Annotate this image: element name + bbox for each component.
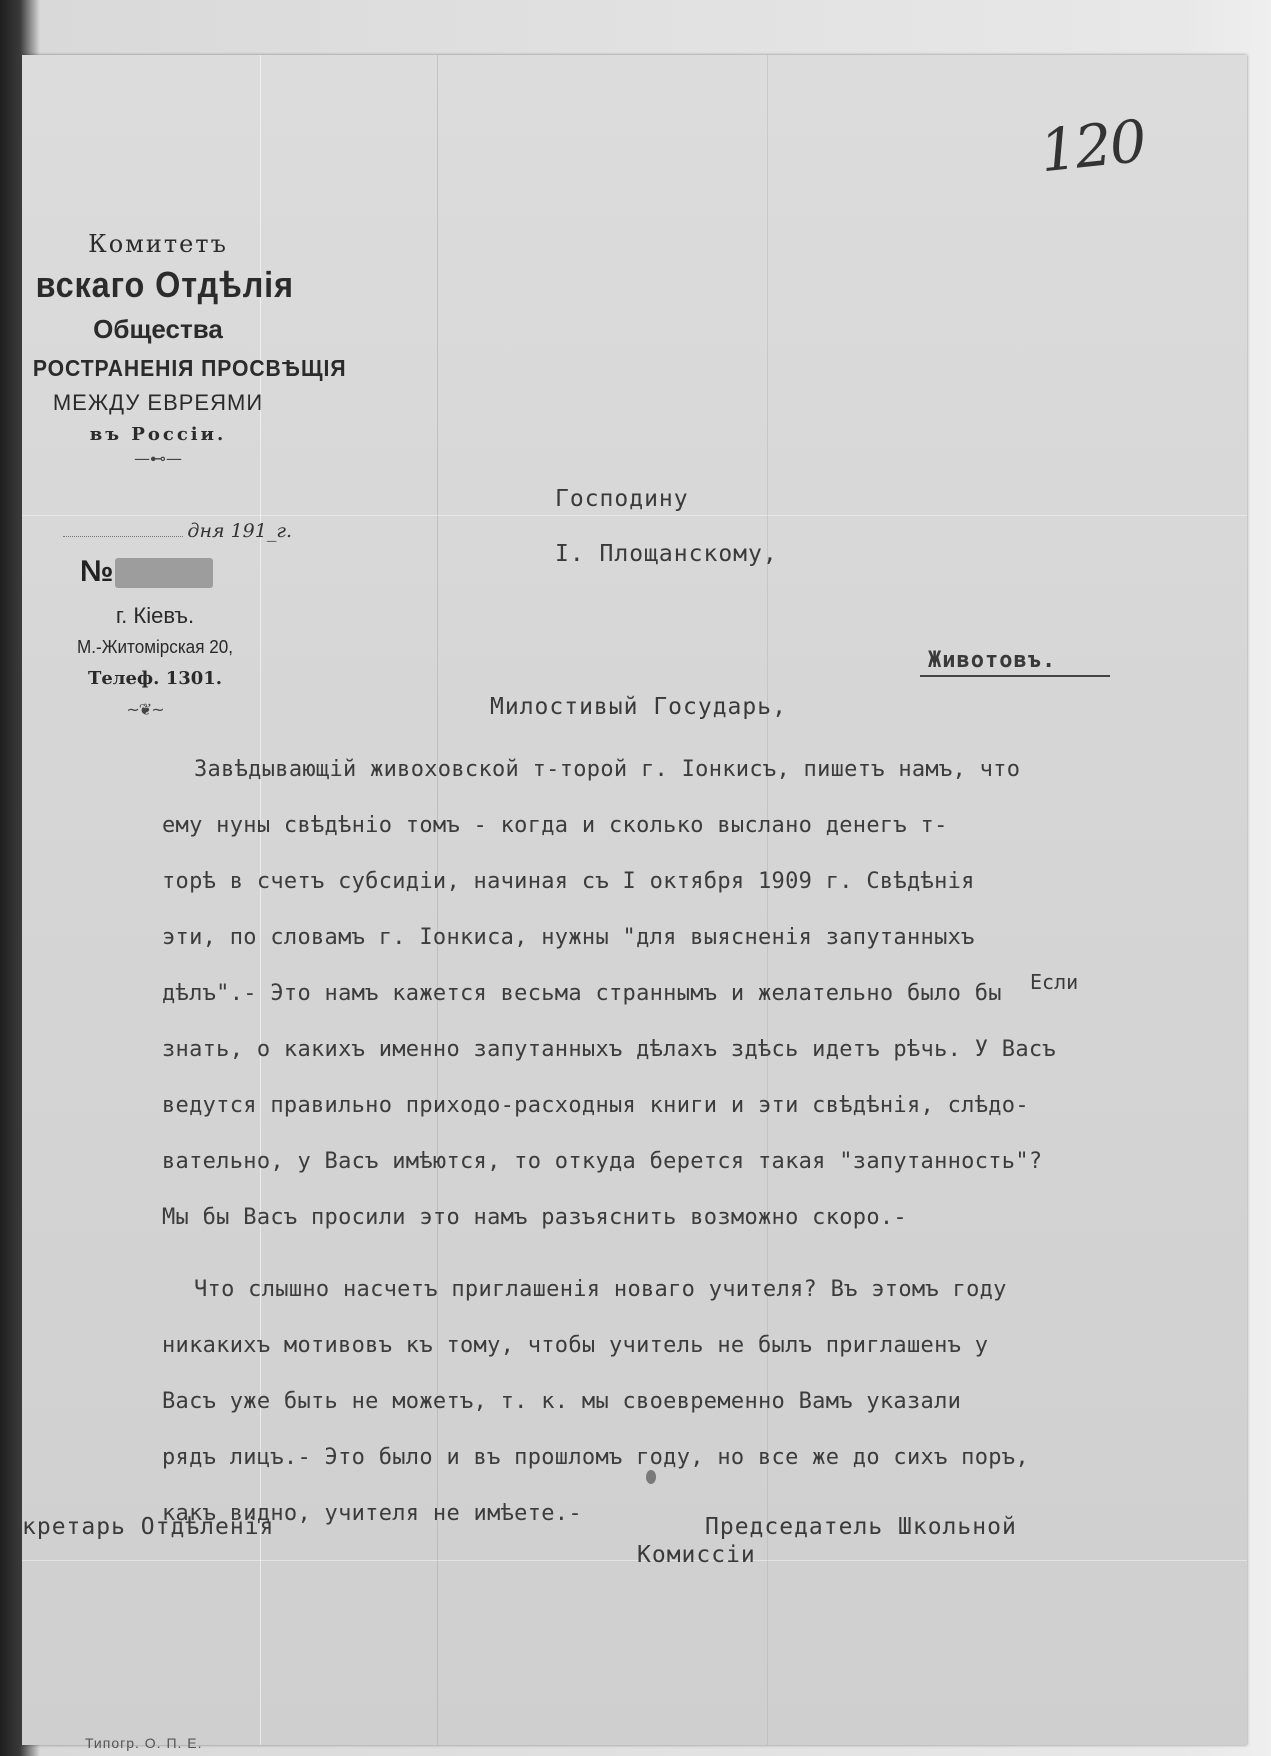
body-line: эти, по словамъ г. Іонкиса, нужны "для выясненія запутанныхъ bbox=[162, 925, 975, 950]
addressee-name: І. Площанскому, bbox=[555, 541, 778, 567]
paper-crease bbox=[22, 515, 1247, 516]
ornament-divider-icon: —⊷— bbox=[134, 449, 182, 468]
letterhead-line: Комитетъ bbox=[88, 230, 228, 258]
letter-body bbox=[162, 742, 1147, 1542]
body-line: ему нуны свѣдѣніо томъ - когда и сколько выслано денегъ т- bbox=[162, 813, 948, 838]
body-line: никакихъ мотивовъ къ тому, чтобы учитель не былъ приглашенъ у bbox=[162, 1333, 989, 1358]
letterhead-phone: Телеф. 1301. bbox=[87, 668, 223, 689]
letterhead-line: въ Россіи. bbox=[89, 424, 227, 445]
date-text: дня 191_г. bbox=[187, 520, 292, 542]
body-line: Завѣдывающій живоховской т-торой г. Іонкисъ, пишетъ намъ, что bbox=[194, 757, 1021, 782]
letterhead-date-line bbox=[30, 520, 292, 542]
letterhead-line: РОСТРАНЕНІЯ ПРОСВѢЩІЯ bbox=[32, 355, 347, 381]
ink-spot bbox=[646, 1470, 656, 1484]
interlinear-insertion: Если bbox=[1030, 970, 1079, 994]
paragraph-gap bbox=[162, 1246, 1147, 1262]
secretary-signature-line: кретарь Отдѣленія bbox=[22, 1514, 275, 1540]
letterhead bbox=[22, 230, 347, 468]
chairman-signature-line: Председатель Школьной bbox=[705, 1514, 1017, 1540]
body-line: вательно, у Васъ имѣются, то откуда берется такая "запутанность"? bbox=[162, 1149, 1043, 1174]
paper-crease bbox=[22, 1560, 1247, 1561]
city-underline bbox=[920, 675, 1110, 677]
letter-number bbox=[80, 555, 213, 589]
number-label: № bbox=[80, 555, 114, 588]
leaf-ornament-icon: ~❦~ bbox=[126, 700, 164, 719]
archive-folio-number: 120 bbox=[1036, 106, 1148, 186]
commission-signature-line: Комиссіи bbox=[637, 1542, 756, 1568]
letterhead-line: вскаго Отдѣлія bbox=[35, 264, 294, 305]
body-line: ведутся правильно приходо-расходныя книги и эти свѣдѣнія, слѣдо- bbox=[162, 1093, 1029, 1118]
body-line: торѣ в счетъ субсидіи, начиная съ I октября 1909 г. Свѣдѣнія bbox=[162, 869, 975, 894]
salutation: Милостивый Государь, bbox=[490, 694, 787, 720]
body-line: дѣлъ".- Это намъ кажется весьма страннымъ и желательно было бы bbox=[162, 981, 1002, 1006]
body-line: Что слышно насчетъ приглашенія новаго учителя? Въ этомъ году bbox=[194, 1277, 1007, 1302]
addressee-city: Животовъ. bbox=[928, 648, 1057, 673]
handwritten-number-stamp bbox=[115, 558, 213, 588]
letterhead-line: МЕЖДУ ЕВРЕЯМИ bbox=[52, 390, 264, 415]
printer-imprint: Типогр. О. П. Е. bbox=[85, 1735, 203, 1751]
body-line: Мы бы Васъ просили это намъ разъяснить возможно скоро.- bbox=[162, 1205, 907, 1230]
body-line: знать, о какихъ именно запутанныхъ дѣлахъ здѣсь идетъ рѣчь. У Васъ bbox=[162, 1037, 1056, 1062]
letterhead-street: М.-Житомірская 20, bbox=[77, 637, 233, 657]
letterhead-city: г. Кіевъ. bbox=[115, 603, 195, 628]
addressee-line: Господину bbox=[555, 486, 689, 512]
letterhead-line: Общества bbox=[93, 314, 223, 344]
date-blank bbox=[63, 536, 183, 537]
body-line: рядъ лицъ.- Это было и въ прошломъ году, но все же до сихъ поръ, bbox=[162, 1445, 1029, 1470]
body-line: Васъ уже быть не можетъ, т. к. мы своевременно Вамъ указали bbox=[162, 1389, 962, 1414]
body-line: какъ видно, учителя не имѣете.- bbox=[162, 1501, 582, 1526]
